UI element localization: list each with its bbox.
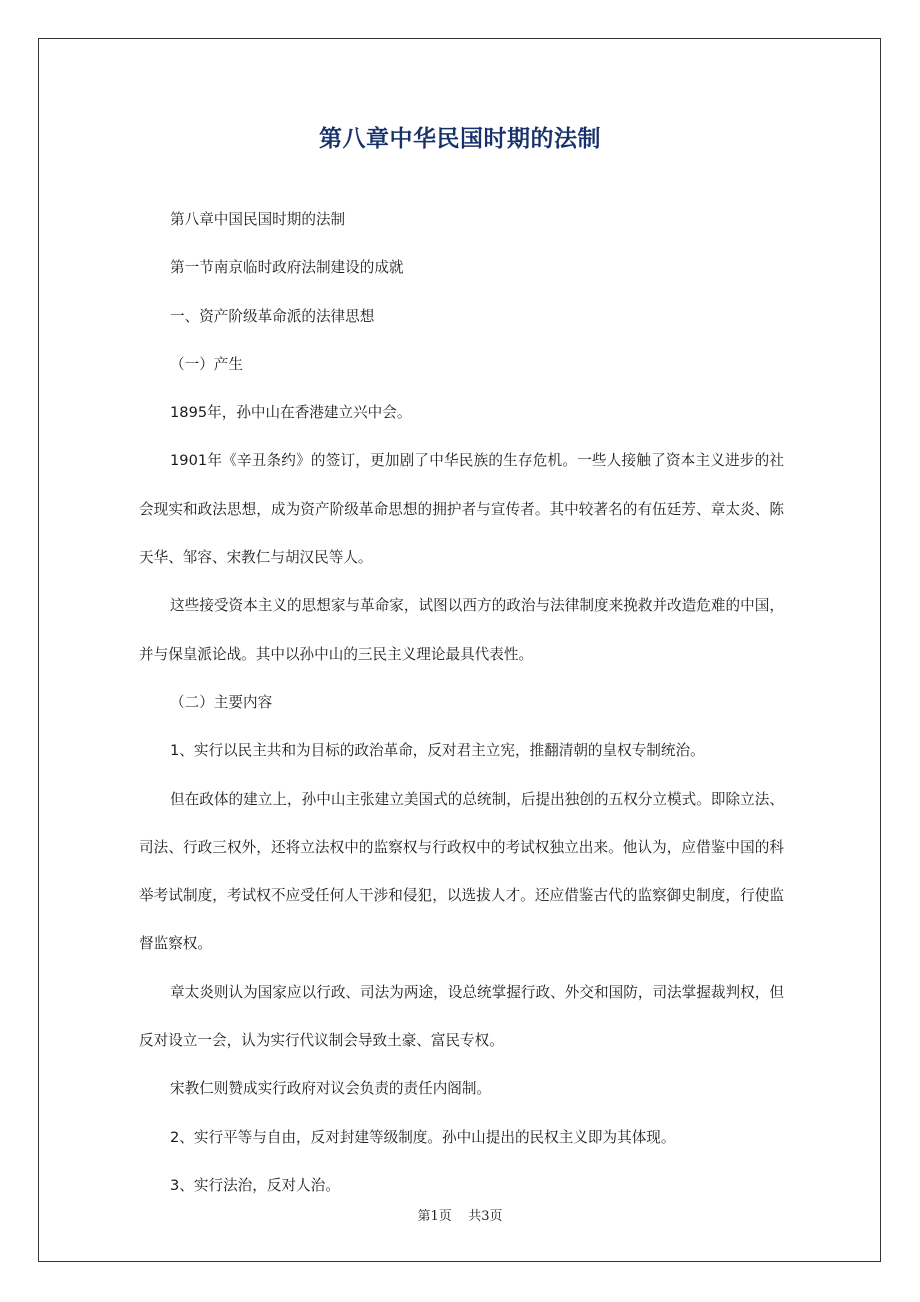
paragraph: 这些接受资本主义的思想家与革命家，试图以西方的政治与法律制度来挽救并改造危难的中国，并与保皇派论战。其中以孙中山的三民主义理论最具代表性。 bbox=[139, 597, 784, 663]
page-total: 共3页 bbox=[468, 1209, 503, 1224]
paragraph: 宋教仁则赞成实行政府对议会负责的责任内阁制。 bbox=[170, 1080, 492, 1098]
paragraph: 3、实行法治，反对人治。 bbox=[170, 1176, 340, 1194]
paragraph: 2、实行平等与自由，反对封建等级制度。孙中山提出的民权主义即为其体现。 bbox=[170, 1128, 676, 1146]
paragraph: 章太炎则认为国家应以行政、司法为两途，设总统掌握行政、外交和国防，司法掌握裁判权，但反对设立一会，认为实行代议制会导致土豪、富民专权。 bbox=[139, 983, 784, 1050]
paragraph-origin-heading: （一）产生 bbox=[170, 355, 243, 373]
document-title: 第八章中华民国时期的法制 bbox=[319, 126, 601, 152]
paragraph: 1901年《辛丑条约》的签订，更加剧了中华民族的生存危机。一些人接触了资本主义进步的社会现实和政法思想，成为资产阶级革命思想的拥护者与宣传者。其中较著名的有伍廷芳、章太炎、陈天华、邹容、宋教仁与胡汉民等人。 bbox=[139, 452, 784, 567]
paragraph-content-heading: （二）主要内容 bbox=[170, 693, 273, 711]
paragraph: 但在政体的建立上，孙中山主张建立美国式的总统制，后提出独创的五权分立模式。即除立法、司法、行政三权外，还将立法权中的监察权与行政权中的考试权独立出来。他认为，应借鉴中国的科举考试制度，考试权不应受任何人干涉和侵犯，以选拔人才。还应借鉴古代的监察御史制度，行使监督监察权。 bbox=[139, 790, 784, 953]
page-footer bbox=[0, 1205, 920, 1224]
paragraph: 1895年，孙中山在香港建立兴中会。 bbox=[170, 404, 412, 422]
paragraph: 1、实行以民主共和为目标的政治革命，反对君主立宪，推翻清朝的皇权专制统治。 bbox=[170, 742, 705, 760]
document-body bbox=[139, 196, 784, 1210]
paragraph-section-heading: 第一节南京临时政府法制建设的成就 bbox=[170, 259, 404, 277]
paragraph-subsection-heading: 一、资产阶级革命派的法律思想 bbox=[170, 307, 375, 325]
page-number: 第1页 bbox=[417, 1209, 452, 1224]
paragraph-chapter-heading: 第八章中国民国时期的法制 bbox=[170, 211, 346, 228]
